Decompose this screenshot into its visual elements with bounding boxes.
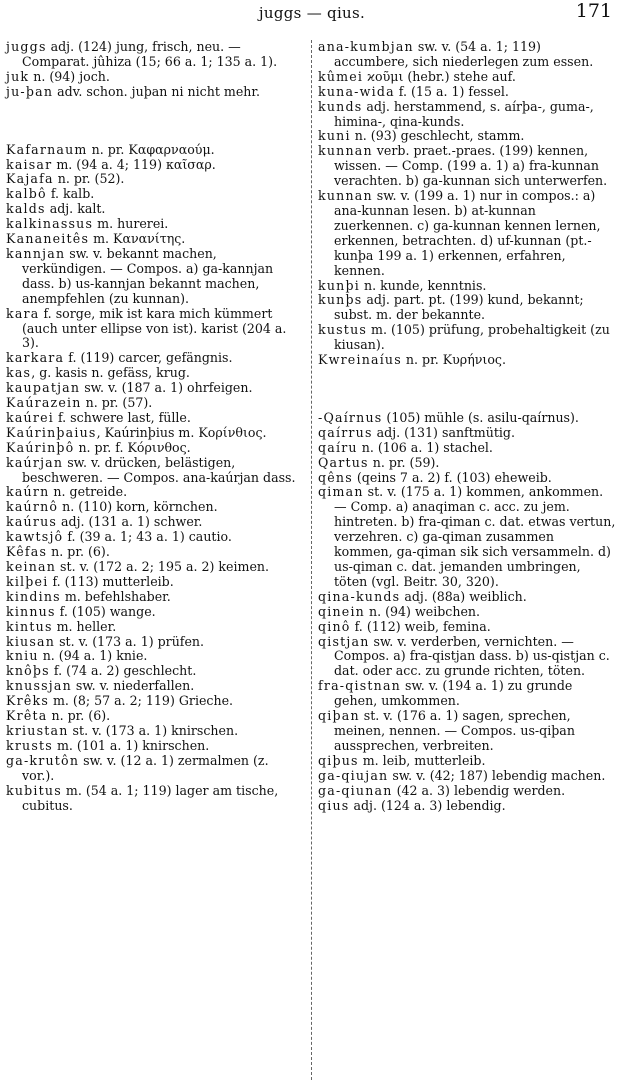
entry-definition: f. schwere last, fülle. [53,409,191,425]
section-gap [318,368,616,411]
entry-definition: sw. v. (12 a. 1) zermalmen (z. vor.). [22,752,269,783]
entry-headword: Qartus [318,454,369,470]
entry-definition: (42 a. 3) lebendig werden. [392,782,566,798]
dictionary-entry [318,129,616,144]
entry-definition: f. (15 a. 1) fessel. [394,83,509,99]
dictionary-entry [6,515,304,530]
page-header [0,0,624,34]
entry-headword: kalds [6,201,46,217]
dictionary-entry [6,441,304,456]
dictionary-entry [318,293,616,323]
entry-headword: knôþs [6,663,50,679]
dictionary-entry [6,351,304,366]
entry-definition: n. (110) korn, körnchen. [58,499,218,515]
column-divider [311,40,312,1080]
entry-headword: Kwreinaíus [318,352,402,368]
entry-definition: f. kalb. [46,186,95,202]
entry-definition: f. (113) mutterleib. [48,573,174,589]
entry-definition: , Kaúrinþius m. Κορίνθιος. [96,424,267,440]
entry-definition: adj. (124 a. 3) lebendig. [349,797,506,813]
entry-headword: kunnan [318,143,373,159]
entry-definition: n. pr. Καφαρναούμ. [87,141,215,157]
entry-headword: kannjan [6,245,66,261]
right-column [318,40,616,813]
dictionary-entry [6,664,304,679]
dictionary-entry [6,679,304,694]
entry-definition: n. kunde, kenntnis. [359,277,487,293]
entry-headword: kaúrn [6,484,50,500]
entry-definition: adj. (88a) weiblich. [400,588,527,604]
dictionary-entry [318,426,616,441]
dictionary-entry [318,485,616,589]
entry-headword: Kaúrinþô [6,439,75,455]
entry-definition: m. heller. [52,618,117,634]
entry-definition: n. pr. (6). [47,708,111,724]
entry-headword: karkara [6,350,65,366]
dictionary-entry [318,784,616,799]
dictionary-entry [318,189,616,278]
dictionary-entry [6,247,304,307]
running-head: juggs — qius. [258,4,366,22]
section-gap [6,100,304,143]
entry-definition: m. (8; 57 a. 2; 119) Grieche. [48,693,234,709]
entry-definition: n. pr. Κυρήνιος. [401,352,506,368]
dictionary-entry [6,694,304,709]
dictionary-entry [6,784,304,814]
entry-definition: st. v. (176 a. 1) sagen, sprechen, meinen, nennen. — Compos. us-qiþan aussprechen, verbreiten. [334,708,575,753]
entry-headword: qiþus [318,752,359,768]
entry-definition: n. (94) joch. [29,68,110,84]
entry-headword: ana-kumbjan [318,39,414,54]
dictionary-entry [6,635,304,650]
dictionary-entry [6,307,304,352]
entry-headword: kilþei [6,573,49,589]
dictionary-entry [6,545,304,560]
entry-headword: ga-qiujan [318,767,389,783]
entry-headword: kunþi [318,277,360,293]
entry-definition: m. leib, mutterleib. [358,752,486,768]
entry-definition: , g. kasis n. gefäss, krug. [31,365,190,381]
dictionary-entry [318,411,616,426]
dictionary-entry [318,441,616,456]
dictionary-entry [318,100,616,130]
entry-headword: ga-qiunan [318,782,393,798]
left-column [6,40,304,813]
dictionary-entry [6,396,304,411]
entry-headword: Krêta [6,708,48,724]
entry-definition: m. (54 a. 1; 119) lager am tische, cubitus. [22,782,279,813]
entry-definition: m. (105) prüfung, probehaltigkeit (zu kiusan). [334,322,610,353]
entry-definition: adj. kalt. [45,201,106,217]
entry-definition: n. pr. (52). [53,171,125,187]
page-number: 171 [575,0,612,22]
dictionary-entry [318,456,616,471]
entry-definition: f. sorge, mik ist kara mich kümmert (auch unter ellipse von ist). karist (204 a. 3). [22,305,287,351]
entry-headword: qinein [318,603,365,619]
dictionary-entry [318,620,616,635]
entry-headword: Krêks [6,693,49,709]
dictionary-entry [6,381,304,396]
entry-headword: kunþs [318,292,363,308]
entry-definition: st. v. (173 a. 1) prüfen. [55,633,205,649]
entry-headword: -Qaírnus [318,409,383,425]
entry-definition: f. (119) carcer, gefängnis. [64,350,233,366]
entry-headword: qina-kunds [318,588,401,604]
dictionary-entry [6,411,304,426]
entry-definition: n. pr. (57). [81,395,153,411]
dictionary-entry [318,590,616,605]
entry-headword: qêns [318,469,353,485]
dictionary-entry [6,560,304,575]
entry-headword: kiusan [6,633,56,649]
entry-headword: kubitus [6,782,62,798]
entry-definition: n. (93) geschlecht, stamm. [350,128,525,144]
entry-definition: (qeins 7 a. 2) f. (103) eheweib. [352,469,552,485]
entry-headword: Kaúrazein [6,395,82,411]
entry-definition: f. (39 a. 1; 43 a. 1) cautio. [63,529,232,545]
entry-headword: qaíru [318,439,358,455]
entry-headword: kûmei [318,68,364,84]
entry-headword: krusts [6,737,53,753]
dictionary-entry [6,426,304,441]
dictionary-entry [318,471,616,486]
entry-headword: kaupatjan [6,380,81,396]
dictionary-entry [6,70,304,85]
dictionary-entry [6,724,304,739]
dictionary-entry [318,40,616,70]
entry-headword: kunds [318,98,363,114]
entry-definition: n. (106 a. 1) stachel. [357,439,493,455]
entry-definition: m. (101 a. 1) knirschen. [52,737,210,753]
dictionary-entry [6,366,304,381]
dictionary-entry [318,605,616,620]
dictionary-entry [6,754,304,784]
dictionary-entry [6,456,304,486]
entry-headword: kaisar [6,156,53,172]
entry-headword: kindins [6,588,61,604]
entry-definition: (105) mühle (s. asilu-qaírnus). [382,409,579,425]
dictionary-entry [318,799,616,814]
entry-definition: sw. v. (54 a. 1; 119) accumbere, sich niederlegen zum essen. [334,39,594,69]
entry-headword: qiþan [318,708,360,724]
entry-definition: n. getreide. [49,484,128,500]
dictionary-entry [318,85,616,100]
entry-definition: sw. v. niederfallen. [71,678,195,694]
dictionary-entry [318,679,616,709]
dictionary-entry [6,590,304,605]
entry-definition: adj. part. pt. (199) kund, bekannt; subst. m. der bekannte. [334,292,584,323]
entry-definition: sw. v. bekannt machen, verkündigen. — Compos. a) ga-kannjan dass. b) us-kannjan bekannt machen, anempfehlen (zu kunnan). [22,245,274,306]
entry-headword: qius [318,797,350,813]
dictionary-entry [6,605,304,620]
entry-definition: m. (94 a. 4; 119) καῖσαρ. [52,156,216,172]
entry-headword: fra-qistnan [318,678,401,694]
entry-headword: knussjan [6,678,72,694]
entry-headword: kalbô [6,186,47,202]
entry-headword: Kêfas [6,544,48,560]
entry-headword: ju-þan [6,83,54,99]
dictionary-entry [6,40,304,70]
entry-definition: sw. v. (42; 187) lebendig machen. [388,767,606,783]
entry-headword: qiman [318,484,364,500]
entry-definition: sw. v. (199 a. 1) nur in compos.: a) ana-kunnan lesen. b) at-kunnan zuerkennen. c) ga-kunnan kennen lernen, erkennen, betrachten. d) uf-kunnan (pt.-kunþa 199 a. 1) erkennen, erfahren, kennen. [334,188,601,278]
dictionary-entry [6,232,304,247]
entry-definition: ϰοῦμι (hebr.) stehe auf. [363,68,516,84]
entry-headword: kuni [318,128,351,144]
entry-definition: f. (74 a. 2) geschlecht. [49,663,197,679]
dictionary-entry [6,202,304,217]
dictionary-entry [318,70,616,85]
entry-definition: adj. (131 a. 1) schwer. [57,514,203,530]
entry-headword: kuna-wida [318,83,395,99]
entry-definition: sw. v. drücken, belästigen, beschweren. — Compos. ana-kaúrjan dass. [22,454,296,485]
entry-headword: juk [6,68,30,84]
entry-headword: Kaúrinþaius [6,424,97,440]
entry-headword: kinnus [6,603,56,619]
entry-definition: f. (105) wange. [55,603,156,619]
dictionary-entry [6,649,304,664]
dictionary-entry [6,620,304,635]
entry-definition: m. Κανανίτης. [89,231,186,247]
entry-headword: kustus [318,322,368,338]
entry-definition: n. pr. (59). [368,454,440,470]
entry-definition: adj. (124) jung, frisch, neu. — Comparat. jûhiza (15; 66 a. 1; 135 a. 1). [22,39,278,69]
dictionary-entry [318,769,616,784]
entry-definition: sw. v. (187 a. 1) ohrfeigen. [80,380,253,396]
dictionary-entry [6,709,304,724]
dictionary-entry [6,172,304,187]
entry-definition: sw. v. (194 a. 1) zu grunde gehen, umkommen. [334,678,573,709]
entry-headword: kalkinassus [6,216,94,232]
dictionary-entry [318,144,616,189]
dictionary-entry [6,485,304,500]
entry-definition: adv. schon. juþan ni nicht mehr. [53,83,261,99]
entry-headword: qinô [318,618,351,634]
entry-headword: kintus [6,618,53,634]
entry-headword: kriustan [6,722,69,738]
entry-definition: m. hurerei. [93,216,169,232]
dictionary-entry [6,85,304,100]
dictionary-entry [318,353,616,368]
entry-headword: kunnan [318,188,373,204]
entry-definition: st. v. (172 a. 2; 195 a. 2) keimen. [56,559,270,574]
entry-definition: sw. v. verderben, vernichten. — Compos. a) fra-qistjan dass. b) us-qistjan c. dat. oder acc. zu grunde richten, töten. [334,633,610,679]
entry-headword: ga-krutôn [6,752,80,768]
entry-headword: Kafarnaum [6,141,88,157]
dictionary-entry [318,323,616,353]
entry-headword: qaírrus [318,424,373,440]
entry-headword: kniu [6,648,39,664]
dictionary-entry [6,575,304,590]
entry-headword: Kajafa [6,171,54,187]
entry-headword: kara [6,305,40,321]
entry-definition: st. v. (173 a. 1) knirschen. [68,722,239,738]
entry-definition: n. (94) weibchen. [365,603,481,619]
dictionary-entry [318,635,616,680]
entry-headword: kaúrei [6,409,54,425]
entry-definition: m. befehlshaber. [60,588,171,604]
dictionary-entry [318,709,616,754]
dictionary-entry [6,187,304,202]
entry-definition: n. pr. (6). [47,544,110,560]
entry-definition: n. (94 a. 1) knie. [38,648,148,664]
entry-headword: kaúrnô [6,499,59,515]
entry-headword: kas [6,365,32,381]
dictionary-entry [6,158,304,173]
dictionary-entry [6,500,304,515]
entry-headword: kaúrus [6,514,58,530]
entry-definition: verb. praet.-praes. (199) kennen, wissen. — Comp. (199 a. 1) a) fra-kunnan verachten. b) ga-kunnan sich unterwerfen. [334,143,608,189]
entry-headword: keinan [6,559,57,574]
entry-definition: f. (112) weib, femina. [350,618,491,634]
dictionary-entry [6,739,304,754]
dictionary-entry [318,279,616,294]
entry-headword: kaúrjan [6,454,64,470]
entry-definition: n. pr. f. Κόρινθος. [74,439,191,455]
dictionary-entry [318,754,616,769]
entry-headword: juggs [6,39,47,54]
entry-definition: adj. herstammend, s. aírþa-, guma-, himina-, qina-kunds. [334,98,594,129]
entry-headword: qistjan [318,633,370,649]
dictionary-entry [6,217,304,232]
entry-definition: st. v. (175 a. 1) kommen, ankommen. — Comp. a) anaqiman c. acc. zu jem. hintreten. b) fra-qiman c. dat. etwas vertun, verzehren. c) ga-qiman zusammen kommen, ga-qiman sik sich versammeln. d) us-qiman c. dat. jemanden umbringen, töten (vgl. Beitr. 30, 320). [334,484,616,589]
entry-definition: adj. (131) sanftmütig. [372,424,515,440]
dictionary-entry [6,143,304,158]
entry-headword: Kananeitês [6,231,90,247]
entry-headword: kawtsjô [6,529,64,545]
dictionary-entry [6,530,304,545]
